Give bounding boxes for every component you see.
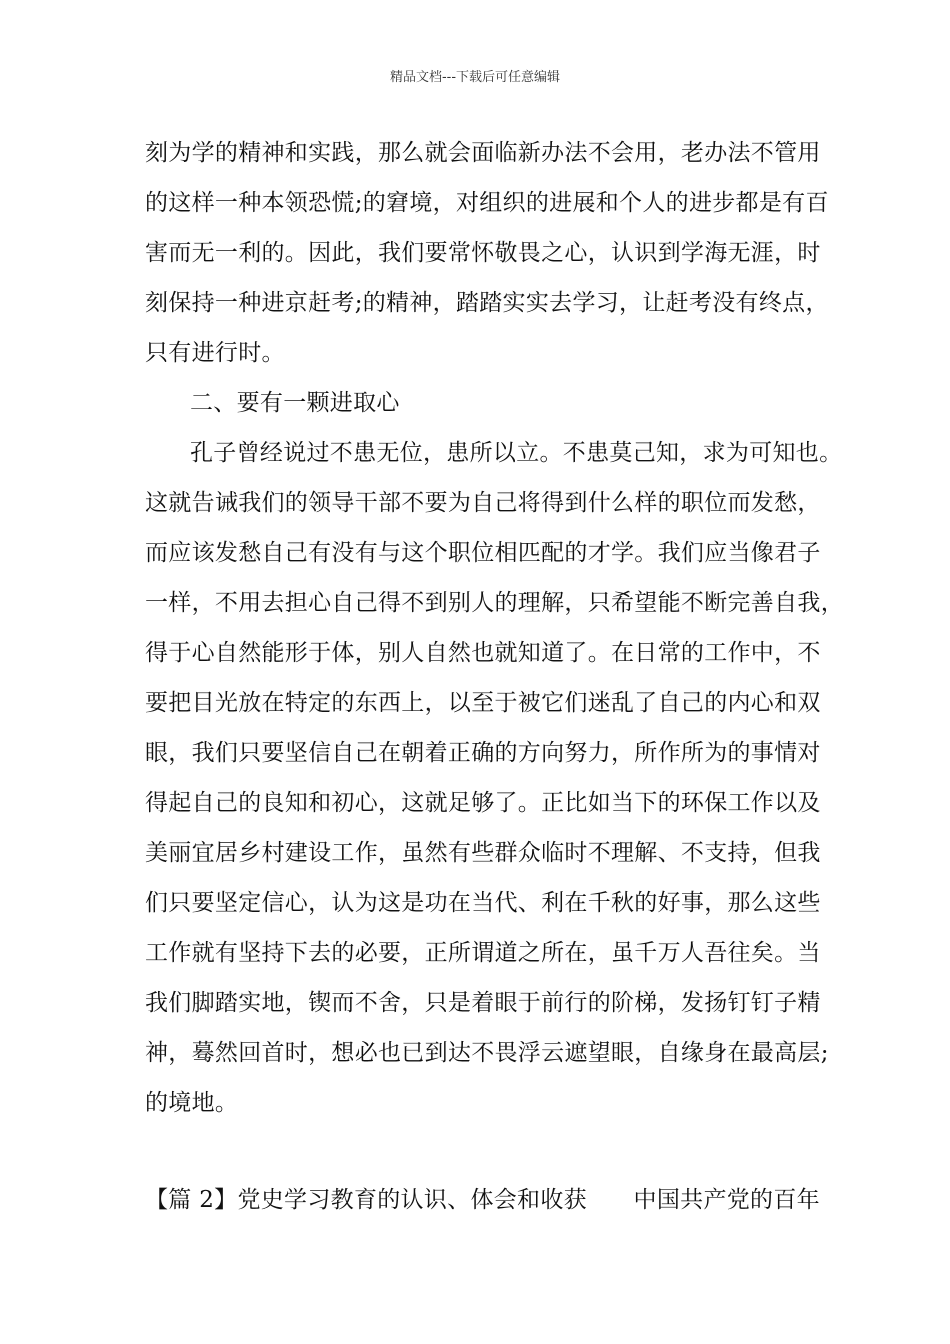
text-line: 害而无一利的。因此，我们要常怀敬畏之心，认识到学海无涯，时 bbox=[145, 240, 821, 266]
text-line: 工作就有坚持下去的必要，正所谓道之所在，虽千万人吾往矣。当 bbox=[145, 940, 821, 966]
text-line: 得于心自然能形于体，别人自然也就知道了。在日常的工作中，不 bbox=[145, 640, 821, 666]
text-line: 要把目光放在特定的东西上，以至于被它们迷乱了自己的内心和双 bbox=[145, 690, 821, 716]
text-line: 们只要坚定信心，认为这是功在当代、利在千秋的好事，那么这些 bbox=[145, 890, 821, 916]
text-line: 我们脚踏实地，锲而不舍，只是着眼于前行的阶梯，发扬钉钉子精 bbox=[145, 990, 821, 1016]
text-line: 刻保持一种进京赶考;的精神，踏踏实实去学习，让赶考没有终点， bbox=[145, 290, 829, 316]
article-heading: 【篇 2】党史学习教育的认识、体会和收获 中国共产党的百年 bbox=[145, 1187, 820, 1213]
text-line: 孔子曾经说过不患无位，患所以立。不患莫己知，求为可知也。 bbox=[190, 440, 843, 466]
section-heading: 二、要有一颗进取心 bbox=[190, 390, 400, 416]
text-line: 眼，我们只要坚信自己在朝着正确的方向努力，所作所为的事情对 bbox=[145, 740, 821, 766]
text-line: 刻为学的精神和实践，那么就会面临新办法不会用，老办法不管用 bbox=[145, 140, 821, 166]
text-line: 一样，不用去担心自己得不到别人的理解，只希望能不断完善自我， bbox=[145, 590, 844, 616]
text-line: 的这样一种本领恐慌;的窘境，对组织的进展和个人的进步都是有百 bbox=[145, 190, 829, 216]
text-line: 只有进行时。 bbox=[145, 340, 285, 366]
page-header: 精品文档---下载后可任意编辑 bbox=[389, 70, 561, 85]
text-line: 而应该发愁自己有没有与这个职位相匹配的才学。我们应当像君子 bbox=[145, 540, 821, 566]
text-line: 神，蓦然回首时，想必也已到达不畏浮云遮望眼，自缘身在最高层; bbox=[145, 1040, 829, 1066]
text-line: 的境地。 bbox=[145, 1090, 239, 1116]
text-line: 美丽宜居乡村建设工作，虽然有些群众临时不理解、不支持，但我 bbox=[145, 840, 821, 866]
text-line: 得起自己的良知和初心，这就足够了。正比如当下的环保工作以及 bbox=[145, 790, 821, 816]
text-line: 这就告诫我们的领导干部不要为自己将得到什么样的职位而发愁， bbox=[145, 490, 821, 516]
